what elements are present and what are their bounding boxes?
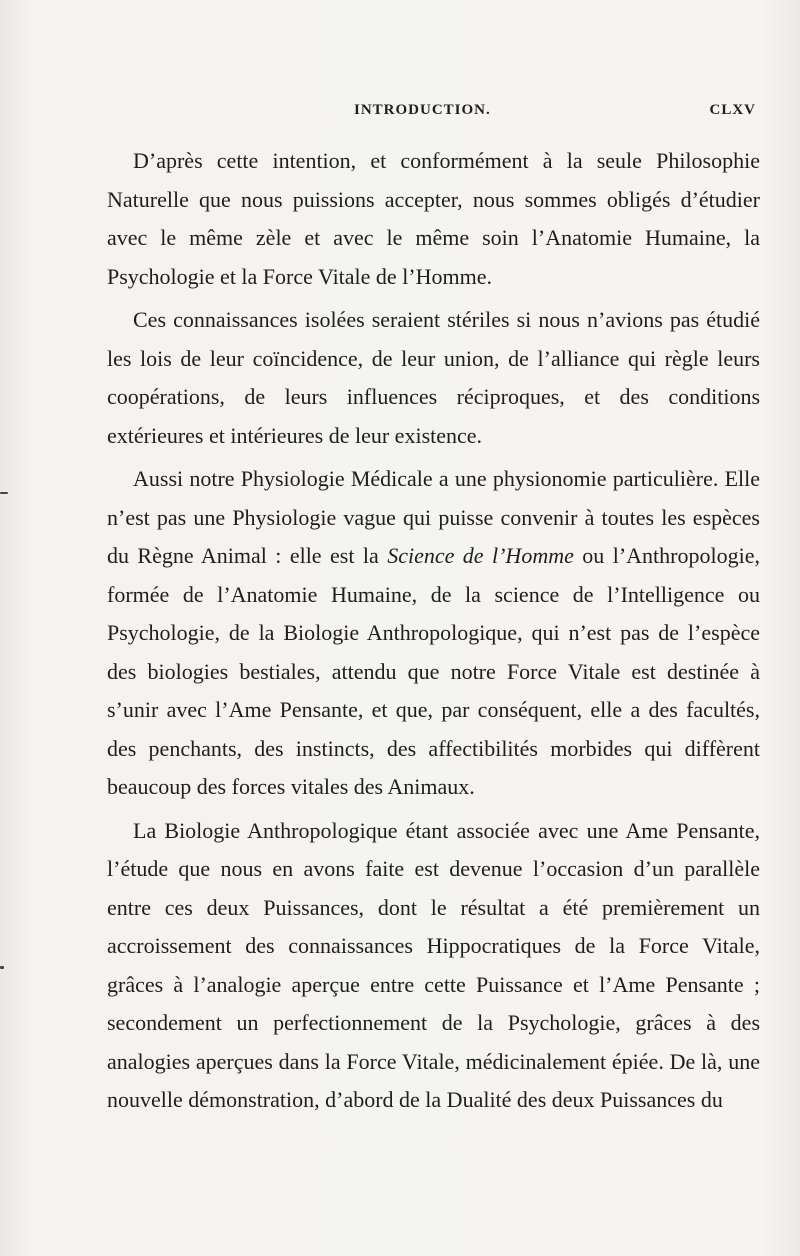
page-number: CLXV xyxy=(709,102,756,118)
paragraph-3-text-end: ou l’Anthropologie, formée de l’Anatomie Humaine, de la science de l’Intelligence ou Psychologie, de la Biologie Anthropologique, qui n’est pas de l’espèce des biologies bestiales, attendu que notre Force Vitale est destinée à s’unir avec l’Ame Pensante, et que, par conséquent, elle a des facultés, des penchants, des instincts, des affectibilités morbides qui diffèrent beaucoup des forces vitales des Animaux. xyxy=(107,543,760,799)
page-header xyxy=(0,102,800,126)
paragraph-4: La Biologie Anthropologique étant associée avec une Ame Pensante, l’étude que nous en avons faite est devenue l’occasion d’un parallèle entre ces deux Puissances, dont le résultat a été premièrement un accroissement des connaissances Hippocratiques de la Force Vitale, grâces à l’analogie aperçue entre cette Puissance et l’Ame Pensante ; secondement un perfectionnement de la Psychologie, grâces à des analogies aperçues dans la Force Vitale, médicinalement épiée. De là, une nouvelle démonstration, d’abord de la Dualité des deux Puissances du xyxy=(107,817,760,1112)
paragraph-3 xyxy=(107,460,760,807)
margin-mark xyxy=(0,966,4,969)
margin-mark xyxy=(0,492,8,494)
paragraph-3-text-start: Aussi notre Physiologie Médicale a une physionomie particulière. Elle n’est pas une Physiologie vague qui puisse convenir à toutes les espèces du Règne Animal : elle est la xyxy=(107,466,760,568)
body-text xyxy=(107,142,760,1120)
paragraph-1: D’après cette intention, et conformément à la seule Philosophie Naturelle que nous puissions accepter, nous sommes obligés d’étudier avec le même zèle et avec le même soin l’Anatomie Humaine, la Psychologie et la Force Vitale de l’Homme. xyxy=(107,148,760,289)
paragraph-2: Ces connaissances isolées seraient stériles si nous n’avions pas étudié les lois de leur coïncidence, de leur union, de l’alliance qui règle leurs coopérations, de leurs influences réciproques, et des conditions extérieures et intérieures de leur existence. xyxy=(107,307,760,448)
paragraph-3-italic-phrase: Science de l’Homme xyxy=(387,543,574,568)
running-title: INTRODUCTION. xyxy=(354,102,491,118)
